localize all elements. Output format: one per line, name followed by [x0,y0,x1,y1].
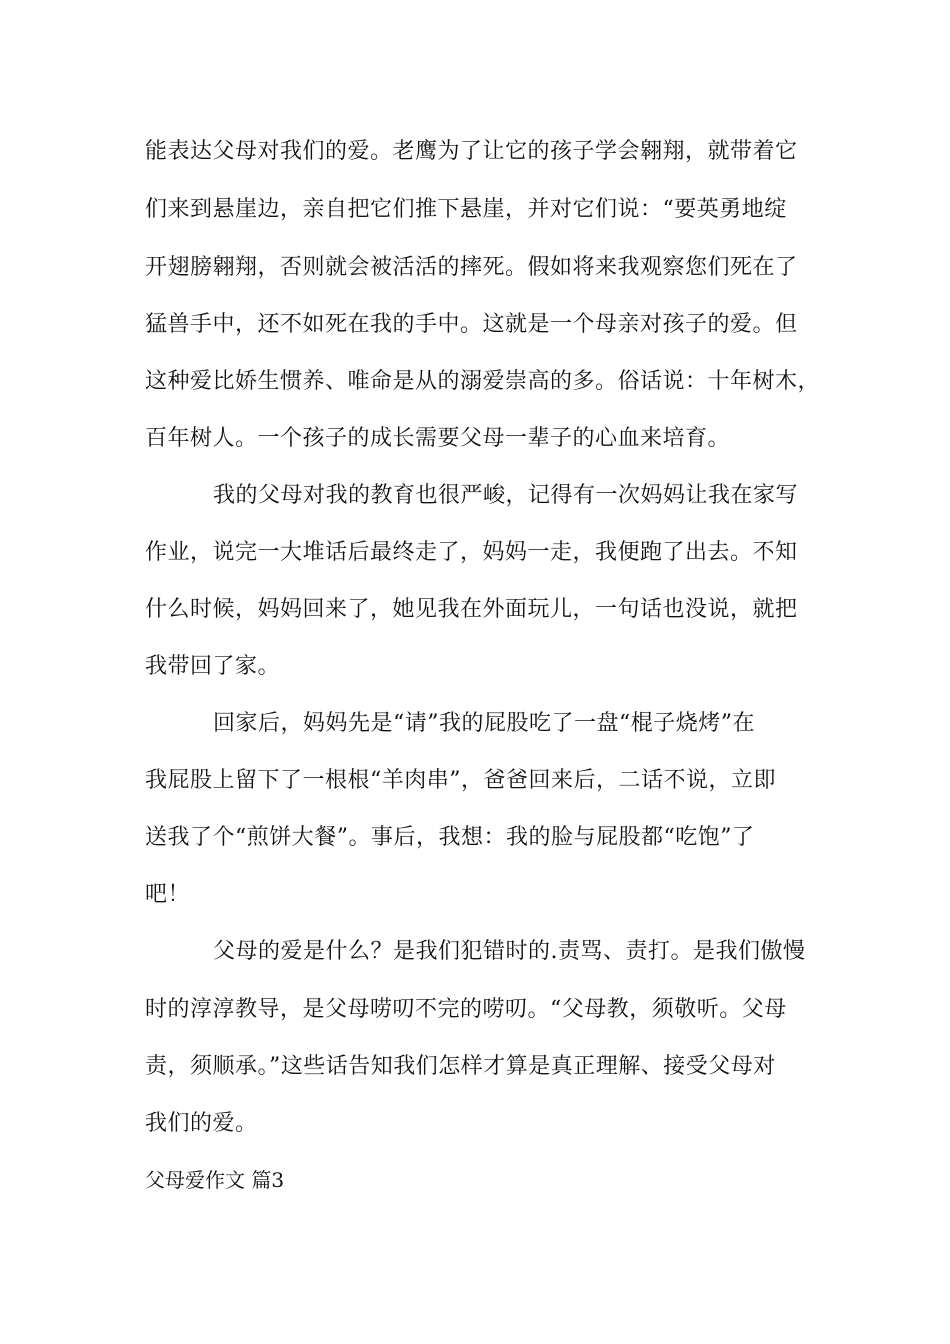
paragraph-1-line-2: 们来到悬崖边，亲自把它们推下悬崖，并对它们说：“要英勇地绽 [145,197,787,222]
paragraph-3-line-4: 吧！ [145,882,191,907]
paragraph-3-line-1: 回家后，妈妈先是“请”我的屁股吃了一盘“棍子烧烤”在 [213,711,755,736]
section-heading: 父母爱作文 篇3 [145,1168,285,1192]
paragraph-2-line-4: 我带回了家。 [145,654,281,679]
paragraph-3-line-3: 送我了个“煎饼大餐”。事后，我想：我的脸与屁股都“吃饱”了 [145,825,755,850]
paragraph-2-line-2: 作业，说完一大堆话后最终走了，妈妈一走，我便跑了出去。不知 [145,540,798,565]
paragraph-4-line-2: 时的淳淳教导，是父母唠叨不完的唠叨。“父母教，须敬听。父母 [145,997,787,1022]
paragraph-4-line-3: 责，须顺承。”这些话告知我们怎样才算是真正理解、接受父母对 [145,1054,776,1079]
paragraph-2-line-3: 什么时候，妈妈回来了，她见我在外面玩儿，一句话也没说，就把 [145,597,798,622]
paragraph-1-line-5: 这种爱比娇生惯养、唯命是从的溺爱崇高的多。俗话说：十年树木， [145,369,821,394]
paragraph-4-line-1: 父母的爱是什么？是我们犯错时的.责骂、责打。是我们傲慢 [213,939,806,964]
paragraph-1-line-6: 百年树人。一个孩子的成长需要父母一辈子的心血来培育。 [145,426,731,451]
paragraph-4-line-4: 我们的爱。 [145,1111,258,1136]
paragraph-2-line-1: 我的父母对我的教育也很严峻，记得有一次妈妈让我在家写 [213,483,799,508]
paragraph-1-line-4: 猛兽手中，还不如死在我的手中。这就是一个母亲对孩子的爱。但 [145,312,798,337]
paragraph-1-line-3: 开翅膀翱翔，否则就会被活活的摔死。假如将来我观察您们死在了 [145,255,798,280]
paragraph-3-line-2: 我屁股上留下了一根根“羊肉串”，爸爸回来后，二话不说，立即 [145,768,776,793]
paragraph-1-line-1: 能表达父母对我们的爱。老鹰为了让它的孩子学会翱翔，就带着它 [145,139,798,164]
